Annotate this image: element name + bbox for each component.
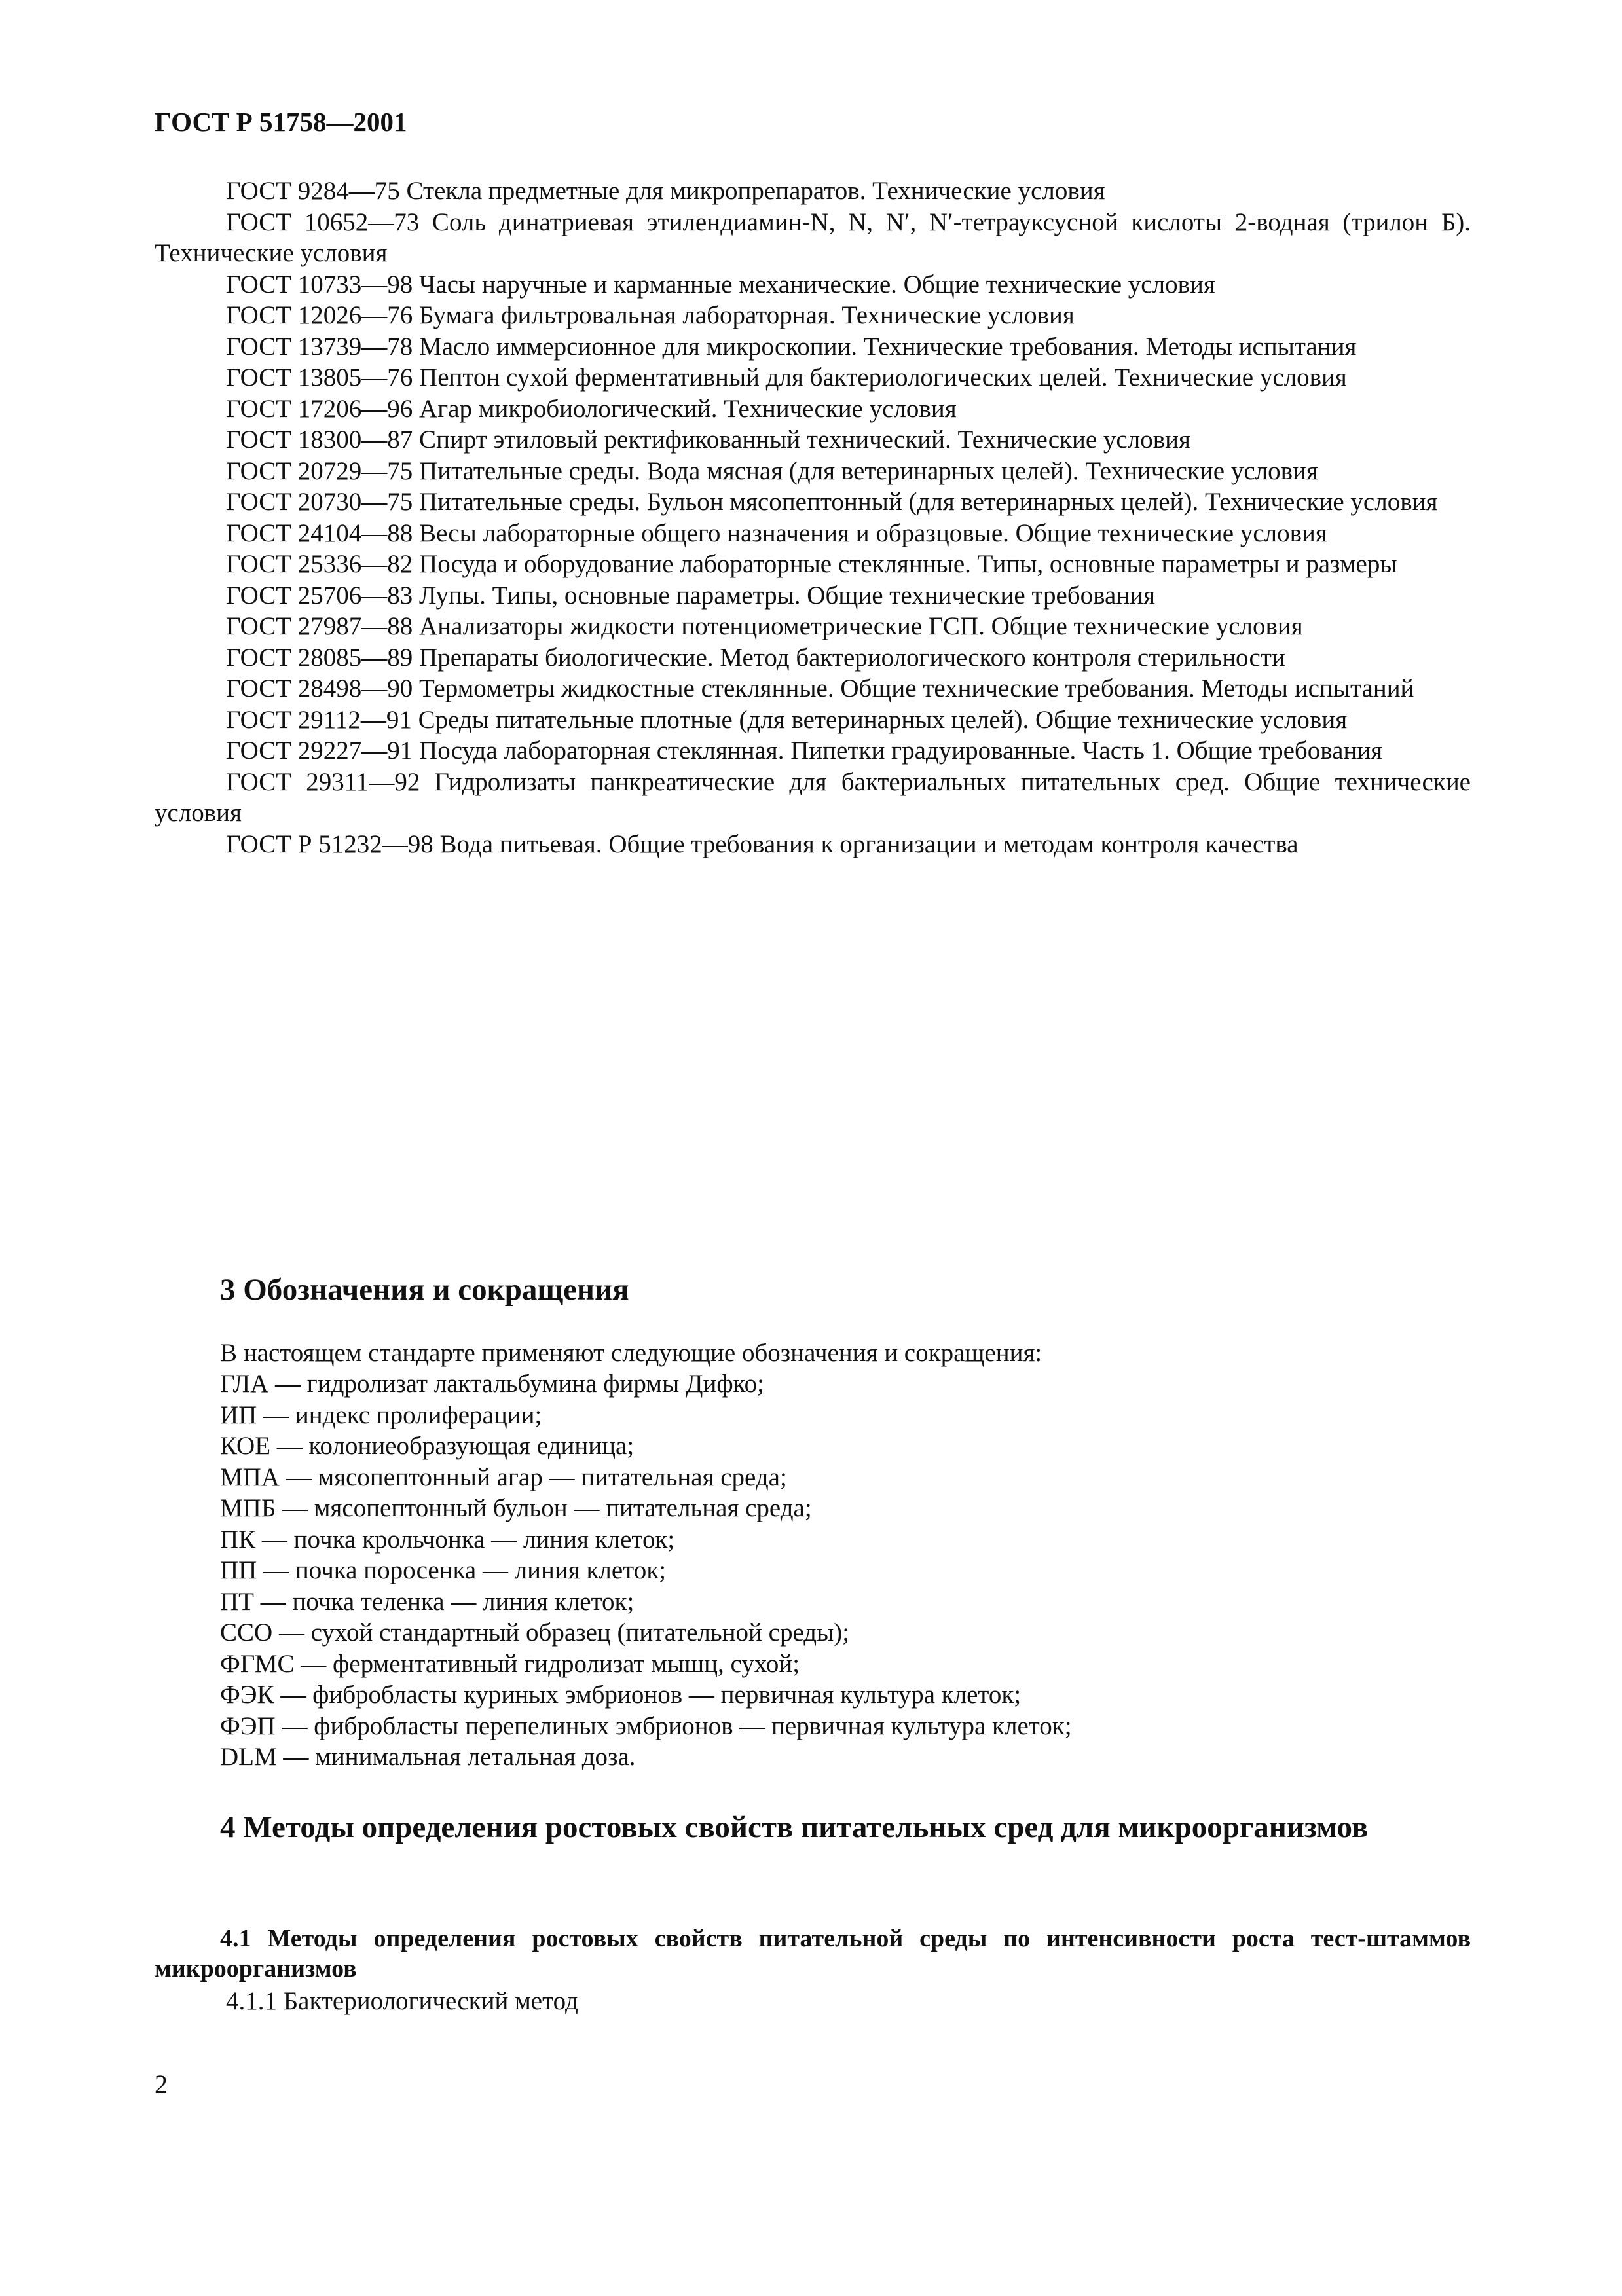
abbreviation-item: МПА — мясопептонный агар — питательная среда; [220, 1463, 787, 1491]
subsection-4-1-1-title: 4.1.1 Бактериологический метод [226, 1987, 578, 2015]
reference-item: ГОСТ 29311—92 Гидролизаты панкреатические для бактериальных питательных сред. Общие технические условия [155, 767, 1471, 827]
abbreviation-item: ФЭП — фибробласты перепелиных эмбрионов — первичная культура клеток; [220, 1711, 1072, 1740]
reference-item: ГОСТ 17206—96 Агар микробиологический. Технические условия [226, 394, 957, 423]
abbreviation-item: ФЭК — фибробласты куриных эмбрионов — первичная культура клеток; [220, 1681, 1022, 1709]
document-header: ГОСТ Р 51758—2001 [155, 107, 407, 137]
reference-item: ГОСТ 29227—91 Посуда лабораторная стеклянная. Пипетки градуированные. Часть 1. Общие требования [226, 737, 1383, 765]
reference-item: ГОСТ 25706—83 Лупы. Типы, основные параметры. Общие технические требования [226, 581, 1156, 610]
reference-item: ГОСТ 24104—88 Весы лабораторные общего назначения и образцовые. Общие технические условия [226, 519, 1327, 547]
reference-item: ГОСТ 13805—76 Пептон сухой ферментативный для бактериологических целей. Технические условия [226, 363, 1347, 392]
abbreviation-item: ФГМС — ферментативный гидролизат мышц, сухой; [220, 1649, 800, 1678]
reference-item: ГОСТ 28085—89 Препараты биологические. Метод бактериологического контроля стерильности [226, 643, 1285, 672]
abbreviation-item: КОЕ — колониеобразующая единица; [220, 1432, 635, 1460]
section-4-title: 4 Методы определения ростовых свойств питательных сред для микроорганизмов [220, 1810, 1369, 1844]
section-3-title: 3 Обозначения и сокращения [220, 1273, 629, 1307]
abbreviations-intro: В настоящем стандарте применяют следующие обозначения и сокращения: [220, 1339, 1042, 1367]
abbreviation-item: ССО — сухой стандартный образец (питательной среды); [220, 1618, 850, 1647]
abbreviation-item: ИП — индекс пролиферации; [220, 1400, 542, 1429]
abbreviation-item: ПК — почка крольчонка — линия клеток; [220, 1525, 675, 1554]
normative-references-list [155, 175, 1471, 860]
reference-item: ГОСТ 29112—91 Среды питательные плотные (для ветеринарных целей). Общие технические условия [226, 705, 1348, 734]
reference-item: ГОСТ Р 51232—98 Вода питьевая. Общие требования к организации и методам контроля качества [226, 829, 1299, 858]
reference-item: ГОСТ 28498—90 Термометры жидкостные стеклянные. Общие технические требования. Методы испытаний [226, 674, 1414, 702]
reference-item: ГОСТ 25336—82 Посуда и оборудование лабораторные стеклянные. Типы, основные параметры и размеры [226, 550, 1397, 578]
page-number: 2 [155, 2069, 168, 2099]
reference-item: ГОСТ 10733—98 Часы наручные и карманные механические. Общие технические условия [226, 270, 1215, 299]
reference-item: ГОСТ 12026—76 Бумага фильтровальная лабораторная. Технические условия [226, 301, 1075, 329]
abbreviation-item: ГЛА — гидролизат лактальбумина фирмы Дифко; [220, 1370, 764, 1398]
abbreviation-item: МПБ — мясопептонный бульон — питательная среда; [220, 1494, 812, 1522]
reference-item: ГОСТ 27987—88 Анализаторы жидкости потенциометрические ГСП. Общие технические условия [226, 612, 1303, 640]
reference-item: ГОСТ 10652—73 Соль динатриевая этилендиамин-N, N, N′, N′-тетрауксусной кислоты 2-водная (трилон Б). Технические условия [155, 208, 1471, 267]
abbreviation-item: ПТ — почка теленка — линия клеток; [220, 1587, 635, 1616]
reference-item: ГОСТ 18300—87 Спирт этиловый ректификованный технический. Технические условия [226, 426, 1190, 454]
reference-item: ГОСТ 13739—78 Масло иммерсионное для микроскопии. Технические требования. Методы испытания [226, 332, 1357, 361]
reference-item: ГОСТ 20729—75 Питательные среды. Вода мясная (для ветеринарных целей). Технические условия [226, 456, 1318, 485]
reference-item: ГОСТ 20730—75 Питательные среды. Бульон мясопептонный (для ветеринарных целей). Технические условия [226, 488, 1438, 516]
abbreviation-item: ПП — почка поросенка — линия клеток; [220, 1556, 666, 1584]
reference-item: ГОСТ 9284—75 Стекла предметные для микропрепаратов. Технические условия [226, 177, 1105, 205]
abbreviations-list [220, 1368, 1072, 1773]
subsection-4-1-title: 4.1 Методы определения ростовых свойств питательной среды по интенсивности роста тест-штаммов микроорганизмов [155, 1925, 1471, 1982]
abbreviation-item: DLM — минимальная летальная доза. [220, 1743, 636, 1771]
